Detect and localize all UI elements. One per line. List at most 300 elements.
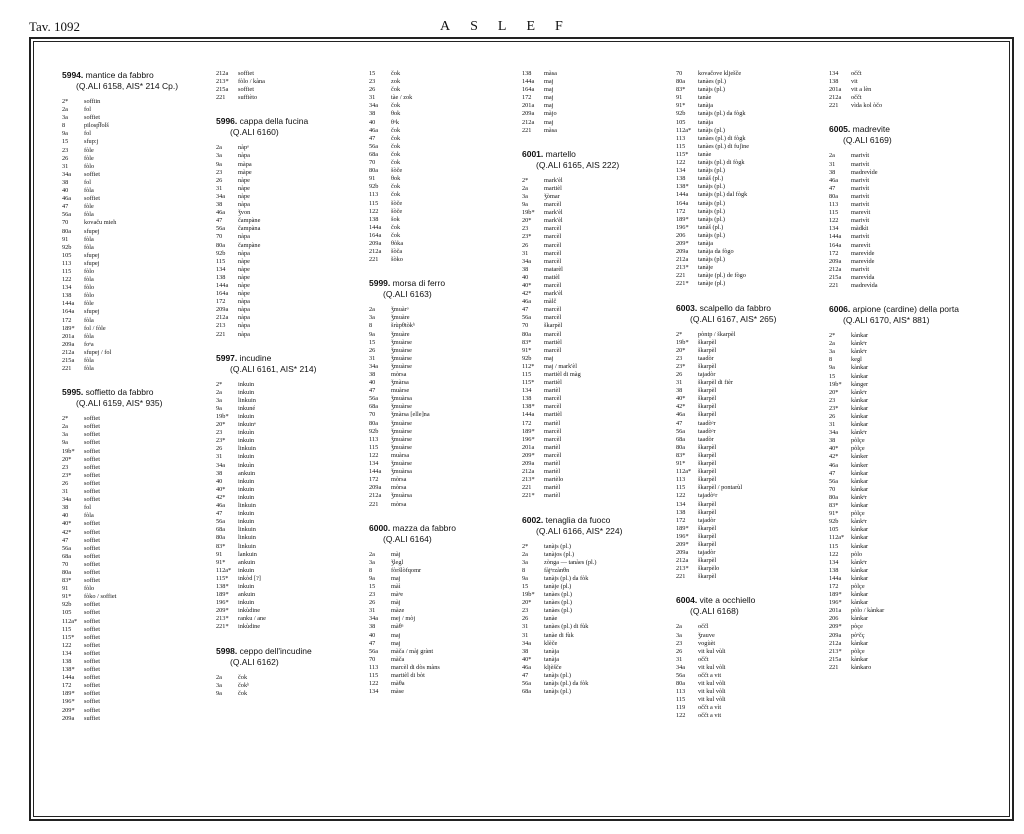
dialect-form: tanàes (pl.) xyxy=(544,607,572,615)
entry-heading xyxy=(676,303,824,314)
list-item xyxy=(369,607,517,615)
list-item xyxy=(216,510,364,518)
dialect-form: nàpa xyxy=(238,322,250,330)
point-code: 91* xyxy=(62,593,72,601)
point-code: 138 xyxy=(216,273,226,281)
point-code: 2a xyxy=(62,106,68,114)
point-code: 221 xyxy=(522,126,532,134)
entry-title: madrevite xyxy=(850,124,890,135)
dialect-form: fòršlòfqomr xyxy=(391,566,422,574)
list-item xyxy=(369,664,517,672)
atlas-title: ASLEF xyxy=(440,19,583,34)
point-code: 47 xyxy=(369,134,376,142)
point-code: 92b xyxy=(369,183,379,191)
list-item xyxy=(62,187,210,195)
list-item xyxy=(676,387,824,395)
dialect-form: fòlo / kàna xyxy=(238,78,265,86)
dialect-form: sfupej xyxy=(84,251,100,259)
dialect-form: tanàjs (pl.) xyxy=(698,207,725,215)
list-item xyxy=(522,436,670,444)
dialect-form: škarpèl xyxy=(544,322,563,330)
dialect-form: màpa xyxy=(238,160,252,168)
point-code: 115 xyxy=(829,209,839,217)
dialect-form: škarpèl / pontarùl xyxy=(698,484,743,492)
list-item xyxy=(676,656,824,664)
dialect-form: soffiet xyxy=(84,471,100,479)
list-item xyxy=(522,217,670,225)
dialect-form: soffiet xyxy=(84,463,100,471)
dialect-form: pilosp͡folš xyxy=(84,122,109,130)
point-code: 38 xyxy=(369,623,376,631)
list-item xyxy=(62,252,210,260)
point-code: 2* xyxy=(522,176,529,184)
point-code: 113 xyxy=(676,476,686,484)
dialect-form: kànkar xyxy=(851,421,869,429)
list-item xyxy=(522,290,670,298)
point-code: 134 xyxy=(829,558,839,566)
dialect-form: tanàja xyxy=(698,102,714,110)
column-5 xyxy=(676,70,824,735)
dialect-form: čok xyxy=(391,142,401,150)
dialect-form: màθa xyxy=(391,680,405,688)
list-item xyxy=(522,177,670,185)
list-item xyxy=(522,110,670,118)
dialect-form: tàe / zok xyxy=(391,94,413,102)
point-code: 112a* xyxy=(676,126,692,134)
point-code: 15 xyxy=(369,70,376,77)
list-item xyxy=(522,632,670,640)
point-code: 91* xyxy=(829,510,839,518)
point-code: 38 xyxy=(829,437,836,445)
dialect-form: škarpèl xyxy=(698,460,717,468)
point-code: 113 xyxy=(676,134,686,142)
point-code: 20* xyxy=(522,217,532,225)
dialect-form: tanàjs (pl.) xyxy=(544,688,571,696)
dialect-form: ǯòmar xyxy=(544,192,560,200)
point-code: 19b* xyxy=(522,591,535,599)
dialect-form: inkuin xyxy=(238,380,255,388)
dialect-form: škarpèl xyxy=(698,532,717,540)
dialect-form: ǯmuàrse xyxy=(391,338,412,346)
list-item xyxy=(62,333,210,341)
entry-heading xyxy=(829,124,977,135)
point-code: 189* xyxy=(522,427,535,435)
dialect-form: škarpèl xyxy=(698,524,717,532)
dialect-form: soffiet xyxy=(84,455,100,463)
entry-number: 6003. xyxy=(676,302,698,313)
dialect-form: tanàje (pl.) xyxy=(698,280,726,288)
list-item xyxy=(676,484,824,492)
point-code: 213* xyxy=(216,615,229,623)
dialect-form: tanàja da fògo xyxy=(698,248,734,256)
list-item xyxy=(62,658,210,666)
list-item xyxy=(676,272,824,280)
list-item xyxy=(522,209,670,217)
point-code: 172 xyxy=(62,682,72,690)
entry xyxy=(676,70,824,289)
list-item xyxy=(216,144,364,152)
list-item xyxy=(676,664,824,672)
dialect-form: čok xyxy=(391,150,401,158)
dialect-form: ǯmuàrse xyxy=(391,460,412,468)
point-code: 9a xyxy=(522,574,528,582)
list-item xyxy=(676,436,824,444)
point-code: 213 xyxy=(216,322,226,330)
dialect-form: tanàje (pl.) de fògo xyxy=(698,272,746,280)
dialect-form: kànkar xyxy=(851,413,869,420)
dialect-form: oččt a vit xyxy=(698,672,722,679)
list-item xyxy=(216,623,364,631)
point-code: 138 xyxy=(829,566,839,574)
list-item xyxy=(216,177,364,185)
list-item xyxy=(829,470,977,478)
list-item xyxy=(829,389,977,397)
point-code: 15 xyxy=(829,372,836,380)
dialect-form: kànkᵉr xyxy=(851,558,867,566)
list-item xyxy=(676,557,824,565)
list-item xyxy=(522,70,670,78)
dialect-form: muàrsa xyxy=(391,451,410,459)
dialect-form: šrùpθtòkʰ xyxy=(391,322,415,330)
list-item xyxy=(369,452,517,460)
point-code: 40* xyxy=(522,281,532,289)
point-code: 138* xyxy=(676,183,689,191)
list-item xyxy=(62,349,210,357)
point-code: 3a xyxy=(216,681,222,689)
dialect-form: tanàes (pl.) di fùk xyxy=(544,623,589,631)
point-code: 209a xyxy=(676,549,689,557)
list-item xyxy=(369,306,517,314)
dialect-form: tajadòr xyxy=(698,549,716,557)
dialect-form: čok xyxy=(391,159,401,167)
entry xyxy=(216,353,364,632)
point-code: 46a xyxy=(216,209,226,217)
dialect-form: fòla xyxy=(84,357,94,364)
list-item xyxy=(829,225,977,233)
dialect-form: màze xyxy=(391,607,405,615)
dialect-form: fòla xyxy=(84,332,94,340)
point-code: 209* xyxy=(829,623,842,631)
point-code: 38 xyxy=(369,371,376,378)
list-item xyxy=(522,591,670,599)
point-code: 23* xyxy=(62,471,72,479)
point-code: 2a xyxy=(676,623,682,631)
dialect-form: kànkar xyxy=(851,534,869,542)
list-item xyxy=(676,428,824,436)
point-code: 47 xyxy=(676,419,683,427)
point-code: 221 xyxy=(216,94,226,102)
point-code: 164a xyxy=(62,308,75,316)
point-code: 122 xyxy=(62,641,72,649)
dialect-form: škarpèl xyxy=(698,573,717,581)
list-item xyxy=(676,135,824,143)
list-item xyxy=(676,347,824,355)
point-code: 209* xyxy=(676,239,689,247)
point-code: 144a xyxy=(676,191,689,199)
point-code: 40* xyxy=(829,445,839,453)
list-item xyxy=(62,690,210,698)
point-code: 70 xyxy=(62,560,69,568)
list-item xyxy=(829,567,977,575)
list-item xyxy=(676,280,824,288)
list-item xyxy=(62,585,210,593)
list-item xyxy=(676,200,824,208)
dialect-form: ǯmàrsa xyxy=(391,379,409,387)
dialect-form: marivìt xyxy=(851,233,870,241)
point-code: 134 xyxy=(829,225,839,233)
dialect-form: kljèšče xyxy=(544,663,562,671)
point-code: 212a xyxy=(829,94,842,102)
list-item xyxy=(216,282,364,290)
dialect-form: soffiet xyxy=(84,520,100,528)
list-item xyxy=(522,680,670,688)
point-code: 92b xyxy=(829,518,839,526)
point-code: 23 xyxy=(522,607,529,615)
list-item xyxy=(522,274,670,282)
dialect-form: čampàne xyxy=(238,217,261,225)
entry-reference: (Q.ALI 6165, AIS 222) xyxy=(536,159,620,170)
point-code: 105 xyxy=(829,526,839,534)
entry xyxy=(216,646,364,698)
point-code: 31 xyxy=(62,162,69,170)
list-item xyxy=(216,674,364,682)
dialect-form: tanàes (pl.) di fògk xyxy=(698,134,746,142)
dialect-form: ǯmuàrse xyxy=(391,354,412,362)
list-item xyxy=(522,201,670,209)
list-item xyxy=(216,152,364,160)
entry-reference: (Q.ALI 6166, AIS* 224) xyxy=(536,525,623,536)
point-code: 38 xyxy=(216,469,223,477)
dialect-form: θòka xyxy=(391,239,404,247)
dialect-form: škarpèlo xyxy=(698,565,720,573)
list-item xyxy=(829,177,977,185)
dialect-form: nàpe xyxy=(238,273,250,281)
list-item xyxy=(829,209,977,217)
dialect-form: màjo xyxy=(544,110,557,118)
dialect-form: tanàja xyxy=(698,239,714,247)
dialect-form: čok xyxy=(391,223,401,231)
list-item xyxy=(829,640,977,648)
dialect-form: maj xyxy=(391,631,401,639)
entry-title: mazza da fabbro xyxy=(390,522,456,533)
list-item xyxy=(522,94,670,102)
entry-number: 5995. xyxy=(62,387,84,398)
dialect-form: fol / fòle xyxy=(84,324,106,332)
list-item xyxy=(62,244,210,252)
list-item xyxy=(216,185,364,193)
list-item xyxy=(62,98,210,106)
dialect-form: ǯmuàrse xyxy=(391,427,412,435)
list-item xyxy=(369,387,517,395)
point-code: 31 xyxy=(369,354,376,362)
list-item xyxy=(829,575,977,583)
dialect-form: martièl di bòt xyxy=(391,672,425,679)
dialect-form: šòče xyxy=(391,167,403,175)
dialect-form: taadòr xyxy=(698,435,714,443)
list-item xyxy=(676,696,824,704)
entry-number: 6000. xyxy=(369,522,391,533)
dialect-form: kànger xyxy=(851,380,869,388)
point-code: 26 xyxy=(216,176,223,184)
dialect-form: martièl xyxy=(544,379,562,387)
dialect-form: nàpa xyxy=(238,306,250,314)
point-code: 196* xyxy=(522,435,535,443)
point-code: 23* xyxy=(522,233,532,241)
list-item xyxy=(522,559,670,567)
dialect-form: vit kul vùli xyxy=(698,647,726,655)
point-code: 91* xyxy=(676,102,686,110)
point-code: 23 xyxy=(369,591,376,599)
dialect-form: soffiet xyxy=(84,488,100,496)
point-code: 31 xyxy=(522,249,529,257)
list-item xyxy=(676,492,824,500)
dialect-form: nàpa xyxy=(238,314,250,322)
dialect-form: kànkᵉr xyxy=(851,429,867,437)
point-code: 34a xyxy=(522,257,532,265)
dialect-form: čok xyxy=(238,673,248,681)
list-item xyxy=(369,175,517,183)
dialect-form: màča / màj grànt xyxy=(391,647,434,655)
dialect-form: marivìt xyxy=(851,217,870,225)
dialect-form: škarpèl xyxy=(698,508,717,516)
dialect-form: tanàjs (pl.) dal fògk xyxy=(698,191,748,199)
dialect-form: čok xyxy=(391,231,401,239)
dialect-form: ǯmuàrse xyxy=(391,443,412,451)
list-item xyxy=(369,599,517,607)
list-item xyxy=(829,462,977,470)
list-item xyxy=(216,290,364,298)
list-item xyxy=(369,135,517,143)
list-item xyxy=(216,331,364,339)
list-item xyxy=(522,583,670,591)
point-code: 91 xyxy=(676,94,683,102)
dialect-form: tanàjs (pl.) xyxy=(698,231,725,239)
point-code: 83* xyxy=(676,86,686,94)
dialect-form: muàrse xyxy=(391,387,410,395)
point-code: 122 xyxy=(676,492,686,500)
point-code: 2a xyxy=(522,184,528,192)
dialect-form: marcèl di dòs màns xyxy=(391,663,440,671)
list-item xyxy=(62,464,210,472)
point-code: 34a xyxy=(216,192,226,200)
point-code: 38 xyxy=(216,201,223,209)
list-item xyxy=(676,94,824,102)
list-item xyxy=(369,363,517,371)
point-code: 40* xyxy=(676,395,686,403)
point-code: 105 xyxy=(676,118,686,126)
entry xyxy=(369,523,517,697)
dialect-form: nàpe xyxy=(238,290,250,298)
dialect-form: marevìda xyxy=(851,273,875,281)
list-item xyxy=(369,492,517,500)
list-item xyxy=(676,86,824,94)
dialect-form: soffiet xyxy=(84,698,100,706)
point-code: 221 xyxy=(829,663,839,671)
list-item xyxy=(369,379,517,387)
entry-heading xyxy=(216,116,364,127)
point-code: 38 xyxy=(829,168,836,176)
dialect-form: tanàjs (pl.) da fògk xyxy=(698,110,746,118)
dialect-form: inkuìn xyxy=(238,429,255,437)
dialect-form: tanàjs (pl.) xyxy=(698,199,725,207)
point-code: 92b xyxy=(676,110,686,118)
page-header xyxy=(0,19,1024,37)
point-code: 20* xyxy=(216,421,226,429)
list-item xyxy=(676,640,824,648)
entry-title: arpione (cardine) della porta xyxy=(850,304,959,315)
list-item xyxy=(216,526,364,534)
point-code: 134 xyxy=(522,387,532,395)
point-code: 9a xyxy=(216,689,222,697)
point-code: 56a xyxy=(676,672,686,679)
point-code: 115 xyxy=(62,267,72,275)
entry xyxy=(829,124,977,290)
list-item xyxy=(369,347,517,355)
dialect-form: ǯmuàrᵒ xyxy=(391,306,409,314)
dialect-form: fol xyxy=(84,106,91,114)
point-code: 2a xyxy=(829,340,835,348)
list-item xyxy=(522,102,670,110)
dialect-form: mark'èl xyxy=(544,290,563,298)
point-code: 42* xyxy=(62,528,72,536)
dialect-form: taadòᵒr xyxy=(698,427,716,435)
dialect-form: pòlçe xyxy=(851,437,865,445)
dialect-form: màča xyxy=(391,655,405,663)
point-code: 23 xyxy=(62,463,69,471)
list-item xyxy=(829,152,977,160)
dialect-form: kànkar xyxy=(851,332,869,340)
dialect-form: ankuin xyxy=(238,469,256,477)
point-code: 172 xyxy=(522,419,532,427)
dialect-form: tanàja xyxy=(544,655,560,663)
entry-reference: (Q.ALI 6169) xyxy=(843,135,892,146)
point-code: 115* xyxy=(676,150,689,158)
list-item xyxy=(522,672,670,680)
list-item xyxy=(676,541,824,549)
point-code: 38 xyxy=(62,504,69,512)
list-item xyxy=(216,599,364,607)
list-item xyxy=(62,423,210,431)
point-code: 40 xyxy=(522,273,529,281)
point-code: 56a xyxy=(216,518,226,526)
point-code: 2* xyxy=(676,330,683,338)
list-item xyxy=(522,127,670,135)
dialect-form: čampàna xyxy=(238,225,261,233)
list-item xyxy=(62,236,210,244)
list-item xyxy=(829,615,977,623)
dialect-form: ǯlegl xyxy=(391,558,404,566)
point-code: 144a xyxy=(522,411,535,419)
point-code: 56a xyxy=(62,211,72,219)
point-code: 26 xyxy=(676,647,683,655)
entry-heading xyxy=(829,304,977,315)
point-code: 31 xyxy=(676,655,683,663)
entry-heading xyxy=(676,595,824,606)
point-code: 40 xyxy=(369,631,376,639)
list-item xyxy=(676,363,824,371)
dialect-form: pòlo / kànkar xyxy=(851,607,885,615)
dialect-form: linkuin xyxy=(238,526,256,534)
point-code: 134 xyxy=(829,70,839,77)
list-item xyxy=(829,193,977,201)
list-item xyxy=(829,534,977,542)
dialect-form: soffiet xyxy=(84,560,100,568)
list-item xyxy=(216,518,364,526)
list-item xyxy=(216,225,364,233)
point-code: 3a xyxy=(676,631,682,639)
point-code: 3a xyxy=(522,558,528,566)
point-code: 3a xyxy=(522,192,528,200)
